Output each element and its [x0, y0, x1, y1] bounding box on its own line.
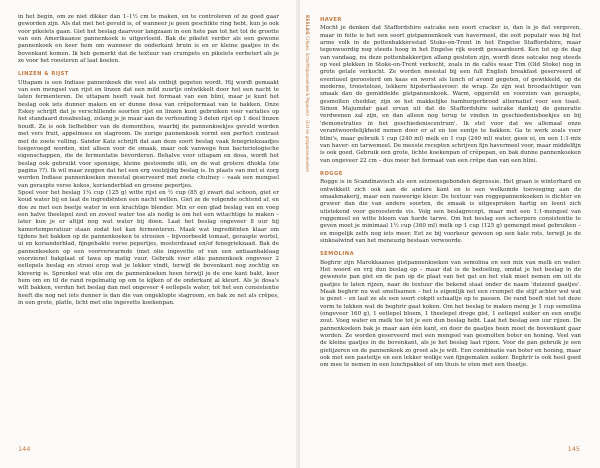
section-heading-rogge: ROGGE	[320, 170, 343, 177]
rogge-paragraph: Rogge is in Scandinavisch als een seizoensgebonden depressie. Het graan is winterhard en ontwikkelt zich ook aan de andere kant en is een welkomde toevoeging aan de smaakmakerij, maar een rauwerige kleur. De textuur van roggepannenkoeken is dichter en gruwer dan die van andere soorten, de smaak is uitgesproken hartig en leent zich uitstekend voor geroosterde vis. Volg een beslagrecept, maar met een 1:1-mengsel van roggemeel en witte bloem van harde tarwe. Om het beslag een scherpere consistentie te geven moet je minimaal 1½ cup (360 ml) melk op 1 cup (125 g) gemengd meel gebruiken – en mogelijk zelfs nog iets meer. Eet ze bij voorkeur gewoon op een kale rots, terwijl je de sinkoalwind van het meneuzig bestaan verwoorde.	[320, 179, 581, 244]
running-head-title: BESLAG	[305, 15, 310, 35]
running-head	[305, 15, 310, 172]
uttapam-paragraph: Uttapam is een Indiase pannenkoek die veel als ontbijt gegeten wordt. Hij wordt gemaakt van een mengsel van rijst en linzen dat een mild zuurtje ontwikkelt door het een nacht te laten fermenteren. De uttapam heeft vaak het formaat van een blini, maar je kunt het beslag ook iets dunner maken en er dunne dosa van crêpeformaat van te bakken. Onze Eskey schrijft dat je verschillende soorten rijst en linzen kunt gebruiken voor variaties op het standaard dosabeslag, zolang je je maar aan de verhouding 3 delen rijst op 1 deel linzen houdt. Ze is ook liefhebber van de demonthou, waarbij de pannenkoekjes gevuld worden met vers fruit, appelmoes en slagroom. De zurige pannenkoek vormt een perfect contrast met de zoete vulling. Sandor Katz schrijft dat aan deze soort beslag vaak fenegriekzaadjes toegevoegd worden, niet alleen voor de smaak, maar ook vanwege hun bacteriologische eigenschappen, die de fermentatie bevorderen. Behalve voor uttapam en dosa, wordt het beslag ook gebruikt voor sponsige, kleine gestoomde idli, en de wat grotere dhokla (zie pagina ??). Ik wil maar zeggen dat het een erg veelzijdig beslag is. In plaats van met ei zorg worden Indiase pannenkoeken meestal geserveerd met zoete chutney – vaak een mengsel van geraspte verse kokos, korianderblad en groene pepertjes.	[18, 79, 279, 189]
semolina-paragraph: Beghrir zijn Marokkaanse gistpannenkoeken van semolina en een mix van melk en water. Het woord en vrij dun beslag op – maar dat is de bedoeling, omdat je het beslag in de gewenste pan giet en de pan op de plaat van het gat en het vlak moet nemen om uit de gaatjes te laten rijzen, naar de textuur die bekend staat onder de naam 'duizend gaatjes'. Maak beghrir nu wat smeltsamen – het is eigenlijk net een crumpet die stijf achter wel wat is gezet – en laat ze als een soort cokpit schaaltje op te passen. De rand hoeft niet tot deze vorm te lukken wat de beghrir gaat koken. Om het beslag te maken meng je 1 cup semolina (ongeveer 160 g), 1 eetlepel bloem, 1 theelepel droge gist, 1 eetlepel suiker en een snufje zout. Voeg water en melk toe tot je een dun beslag hebt. Laat het beslag een uur rijzen. De pannenkoeken bak je maar aan één kant, en door de gaatjes heen moet de bovenkant gaar worden. Ze worden geserveerd met een mengsel van gesmolten boter en honing. Veel van de kleine gaatjes in de bovenkant, als je het beslag laat rijzen. Voor de pan gebruik je een gietijzeren en de pannenkoek zo groot als je wilt. Een combinatie van boter en honing, maar ook met een pasteitje en een lekker wolkje van fijngemalen suiker. Beghrir is ook heel goed om mee te nemen in een lunchpakket of om thuis te eten met een theetje.	[320, 259, 581, 369]
intro-paragraph: in het begin, om ze niet dikker dan 1–1½ cm te maken, en te controleren of ze goed gaar geworden zijn. Als dat met het gevuld is, of wanneer je geen geschikte ring hebt, kun je ook voor pikelets gaan. Giet het beslag daarvoor langzaam in een hete pan tot het tot de grootte van een Amerikaanse pannenkoek is uitgevloeid. Bak de pikelet verder als een gewone pannenkoek en keer hem om wanneer de onderkant bruin is en er kleine gaatjes in de bovenkant komen. Ik heb gemerkt dat de textuur van crumpets en pikelets verbetert als je ze voor het roosteren af laat koelen.	[18, 14, 279, 65]
left-text-column	[18, 14, 279, 307]
section-heading-semolina: SEMOLINA	[320, 251, 355, 258]
right-text-column	[320, 14, 581, 370]
section-heading-haver: HAVER	[320, 17, 342, 23]
haver-paragraph: Mocht je denken dat Staffordshire oatcake een soort cracker is, dan is je dat vergeven, maar in feite is het een soort gistpannenkoek van havermeel, die ooit populair was bij het arme volk in de pottenbakkersstad Stoke-on-Trent in het Engelse Staffordshire, maar tegenwoordig nog steeds hoog in het Engelse rijk wordt gewaardeerd. Ken tot op de dag van vandaag, nu deze pottenbakkerijen allang gesloten zijn, wordt deze oatcake nog steeds op veel plekken in Stoke-on-Trent verkocht, zoals in de cafés waar Tim (Old Stoke) nog in grote getale verkocht. Ze worden meestal bij een full English breakfast geserveerd of eventueel geroosterd om kaas en worst als lunch of avond gegeten, of gewikkeld, op de moderne, troosteloze, lekkere hipsterbasisvoer: de wrap. Ze zijn wat broodachtiger van smaak dan de gemiddelde gistpannenkoek. Warm, opgerold en voorzien van geraspte, gesmolten cheddar, zijn ze het makkelijke hamburgerbrood alternatief voor een toast. Simon Majumdar gaat ervan uit dat de Staffordshire oatcake dankzij de generatie verdwenen zal zijn, en dan alleen nog terug te vinden in geschiedenisboekjes en bij 'demonstraties in het geschiedeniscentrum'. Ik stel voor dat we allemaal onze verantwoordelijkheid nemen door er af en toe eentje te bakken. Ga te werk zoals voor blini's, maar gebruik 1 cup (240 ml) melk en 1 cup (240 ml) water, geen ei, en een 1:1-mix van haver- en tarwemeel. De meeste recepten schrijven fijn havermeel voor, maar middelfijn is ook goed. Gebruik een grote, lichte koekenpan of crêpepan, en bak dunne pannenkoeken van ongeveer 22 cm – dus meer het formaat van een crêpe dan van een blini.	[320, 25, 581, 164]
recipe-paragraph: Spoel voor het beslag 1¼ cup (125 g) witte rijst en ½ cup (85 g) zwart dal schoon, giet er koud water bij en laat de ingrediënten een nacht wellen. Giet ze de volgende ochtend af, en doe ze met een beetje water in een krachtige blender. Mix er een glad beslag van en voeg een halve theelepel zout en zoveel water toe als nodig is om het een witachtige te maken – later kun je er altijd nog wat water bij doen. Laat het beslag ongeveer 8 uur bij kamertemperatuur staan zodat het kan fermenteren. Maak wat ingrediënten klaar om tijdens het bakken op de pannenkoeken te strooien – bijvoorbeeld tomaat, geraspte wortel, ui en korianderblad, fijngehakte verse pepertjes, mosterdzaad en/of fenegriekzaad. Bak de pannenkoeken op een voorverwarmde (met olie ingevette of van een antiaanbaklaag voorziene) bakplaat of tawa op matig vuur. Gebruik voor elke pannenkoek ongeveer 2 eetlepels beslag en strooi erop wat je lekker vindt, terwijl de bovenkant nog zochtig en kleverig is. Sprenkel wat olie om de pannenkoeken heen terwijl je de ene kant bakt, keer hem om en til de rand regelmatig op om te kijken of de onderkant al kleurt. Als je dosa's wilt bakken, verdun het beslag dan met ongeveer 4 eetlepels water, tot het een consistentie heeft die nog net iets dunner is dan die van ongeklopte slagroom, en bak ze net als crêpes, in een grote, platte, licht met olie ingevette koekenpan.	[18, 189, 279, 307]
running-head-subtitle: Crêpes, Scheiffelpannekoek & Popovers – Gist en gistpannenkoeken	[305, 36, 310, 173]
right-page-number: 145	[567, 445, 580, 453]
section-heading-linzen-rijst: LINZEN & RIJST	[18, 71, 69, 78]
right-page	[300, 0, 600, 468]
left-page-number: 144	[18, 445, 31, 453]
